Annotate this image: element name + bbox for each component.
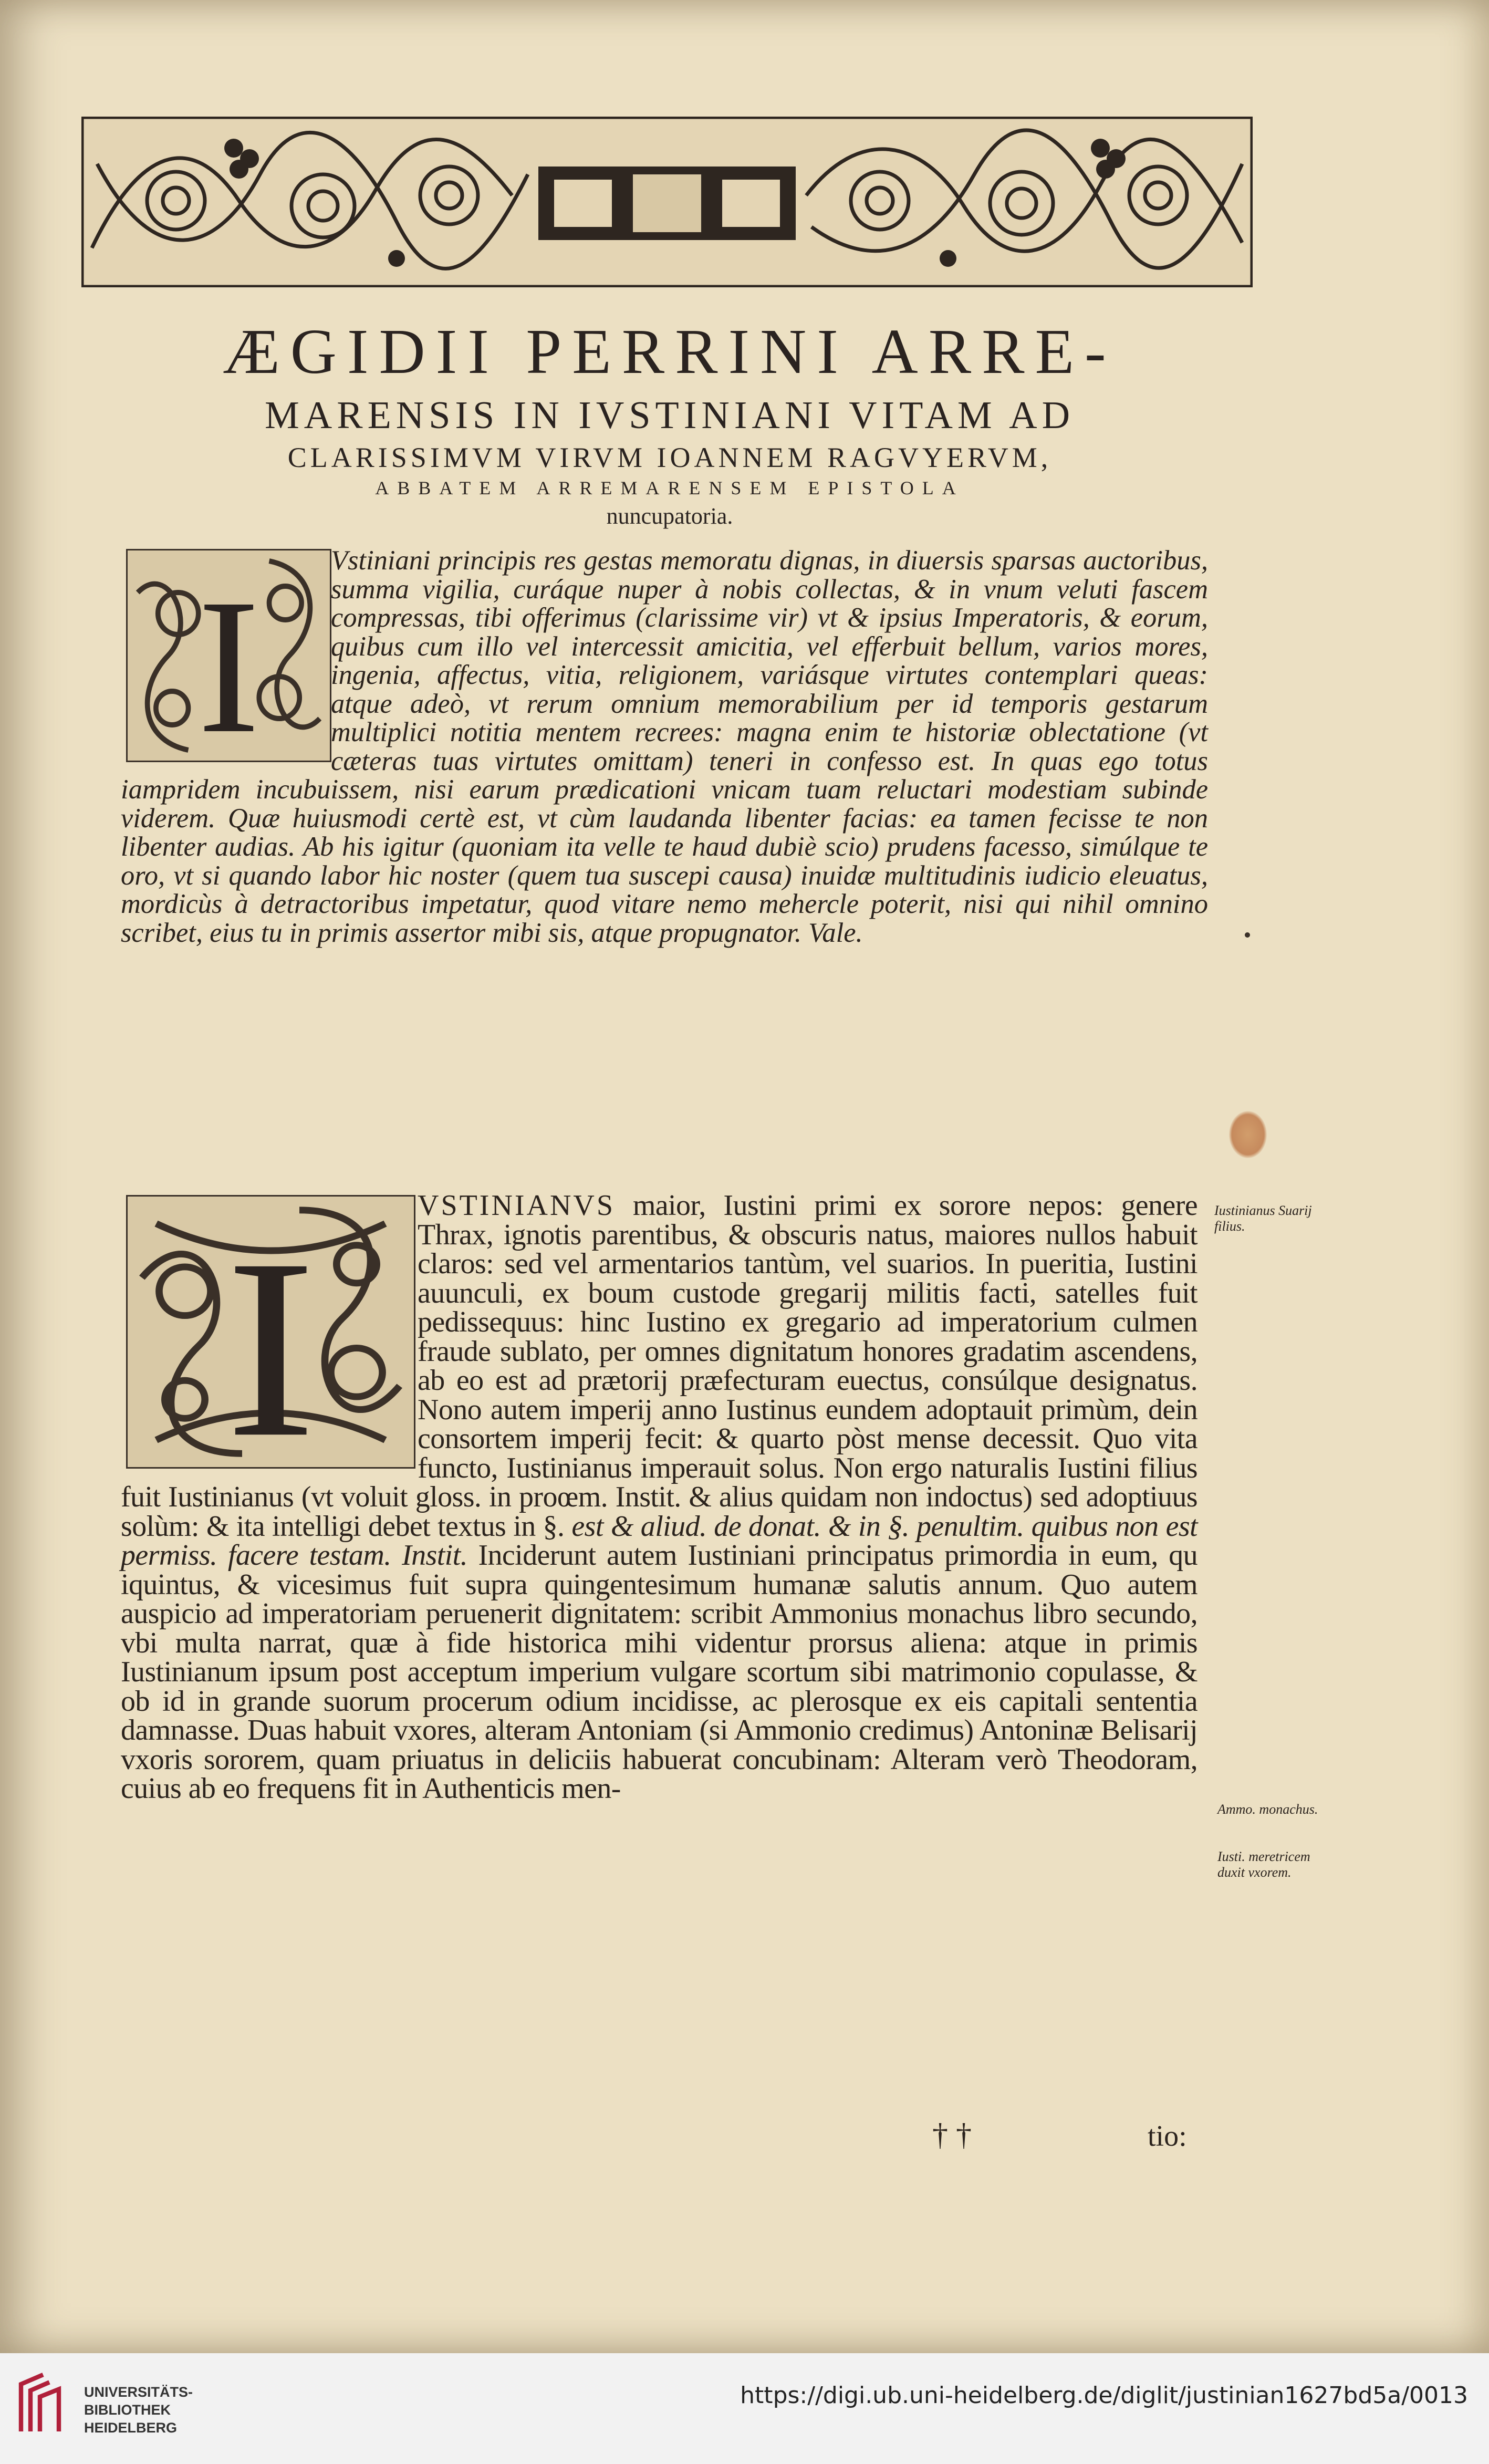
permalink-url[interactable]: https://digi.ub.uni-heidelberg.de/diglit/justinian1627bd5a/0013 [740,2382,1468,2409]
title-line-3: CLARISSIMVM VIRVM IOANNEM RAGVYERVM, [287,442,1052,473]
title-line-5: nuncupatoria. [606,503,733,529]
stain-mark [1229,1111,1267,1158]
ink-speck [1245,932,1250,938]
biography-lead: VSTINIANVS [418,1189,615,1222]
dropcap-spacer [118,1191,418,1470]
margin-note: Iustinianus Suarij filius. [1214,1203,1312,1234]
library-line-2: BIBLIOTHEK [84,2402,171,2418]
library-line-1: UNIVERSITÄTS- [84,2384,193,2400]
title-block [79,313,1261,532]
biography-part-2: Inciderunt autem Iustiniani principatus primordia in eum, qu iquintus, & vicesimus fuit supra quingentesimum humanæ salutis annum. Quo autem auspicio ad imperatoriam peruenerit dignitatem: scribit Ammonius monachus libro secundo, vbi multa narrat, quæ à fide historica mihi videntur prorsus aliena: atque in primis Iustinianum ipsum post acceptum imperium vulgare scortum sibi matrimonio copulasse, & ob id in grande suorum procerum odium incidisse, ac plerosque ex eis capitali sententia damnasse. Duas habuit vxores, alteram Antoniam (si Ammonio credimus) Antoninæ Belisarij vxoris sororem, quam priuatus in deliciis habuerat concubinam: Alteram verò Theodoram, cuius ab eo frequens fit in Authenticis men- [121,1539,1198,1805]
margin-note: Ammo. monachus. [1217,1802,1318,1817]
biography-part-1: maior, Iustini primi ex sorore nepos: genere Thrax, ignotis parentibus, & obscuris natus, maiores nullos habuit claros: sed vel armentarios tantùm, vel suarios. In pueritia, Iustini auunculi, ex boum custode gregarij militis facti, satelles fuit pedissequus: hinc Iustino ex gregario ad imperatorium culmen fraude sublato, per omnes dignitatum honores gradatim ascendens, ab eo est ad prætorij præfecturam euectus, consúlque designatus. Nono autem imperij anno Iustinus eundem adoptauit primùm, dein consortem imperij fecit: & quarto pòst mense decessit. Quo vita functo, Iustinianus imperauit solus. Non ergo naturalis Iustini filius fuit Iustinianus (vt voluit gloss. in proœm. Instit. & alius quidam non indoctus) sed adoptiuus solùm: & ita intelligi debet textus in §. [121,1189,1198,1543]
signature-mark: † † [932,2117,972,2152]
title-line-2: MARENSIS IN IVSTINIANI VITAM AD [264,394,1075,437]
title-line-1: ÆGIDII PERRINI ARRE- [223,316,1117,387]
dedication-body: Vstiniani principis res gestas memoratu dignas, in diuersis sparsas auctoribus, summa vigilia, curáque nuper à nobis collectas, & in vnum veluti fascem compressas, tibi offerimus (clarissime vir) vt & ipsius Imperatoris, & eorum, quibus cum illo vel intercessit amicitia, vel efferbuit bellum, varios mores, ingenia, affectus, vitia, religionem, variásque virtutes contemplari queas: atque adeò, vt rerum omnium memorabilium per id temporis gestarum multiplici notitia mentem recrees: magna enim te historiæ oblectatione (vt cæteras tuas virtutes omittam) teneri in confesso est. In quas ego totus iampridem incubuissem, nisi earum prædicationi vnicam tuam reluctari modestiam subinde viderem. Quæ huiusmodi certè est, vt cùm laudanda libenter facias: ea tamen fecisse te non libenter audias. Ab his igitur (quoniam ita velle te haud dubiè scio) prudens facesso, simúlque te oro, vt si quando labor hic noster (quem tua suscepi causa) inuidæ multitudinis iudicio eleuatus, mordicùs à detractoribus impetatur, quod vitare nemo mehercle poterit, nisi qui nihil omnino scribet, eius tu in primis assertor mibi sis, atque propugnator. Vale. [121,545,1208,948]
dropcap-letter: I [225,1205,316,1467]
library-line-3: HEIDELBERG [84,2420,178,2436]
catchword: tio: [1148,2120,1187,2153]
legal-citation: est & aliud. de donat. & in §. penultim. quibus non est permiss. facere testam. Instit. [121,1510,1198,1572]
library-logo-icon [15,2372,78,2435]
margin-note: Iusti. meretricem duxit vxorem. [1217,1849,1310,1880]
dropcap-spacer [118,546,331,770]
dropcap-letter: I [197,559,260,761]
ornamental-headpiece [81,117,1253,287]
biography-text [121,1191,1198,1804]
library-name [84,2383,193,2437]
dedication-text [121,546,1208,947]
title-line-4: ABBATEM ARREMARENSEM EPISTOLA [375,477,964,498]
